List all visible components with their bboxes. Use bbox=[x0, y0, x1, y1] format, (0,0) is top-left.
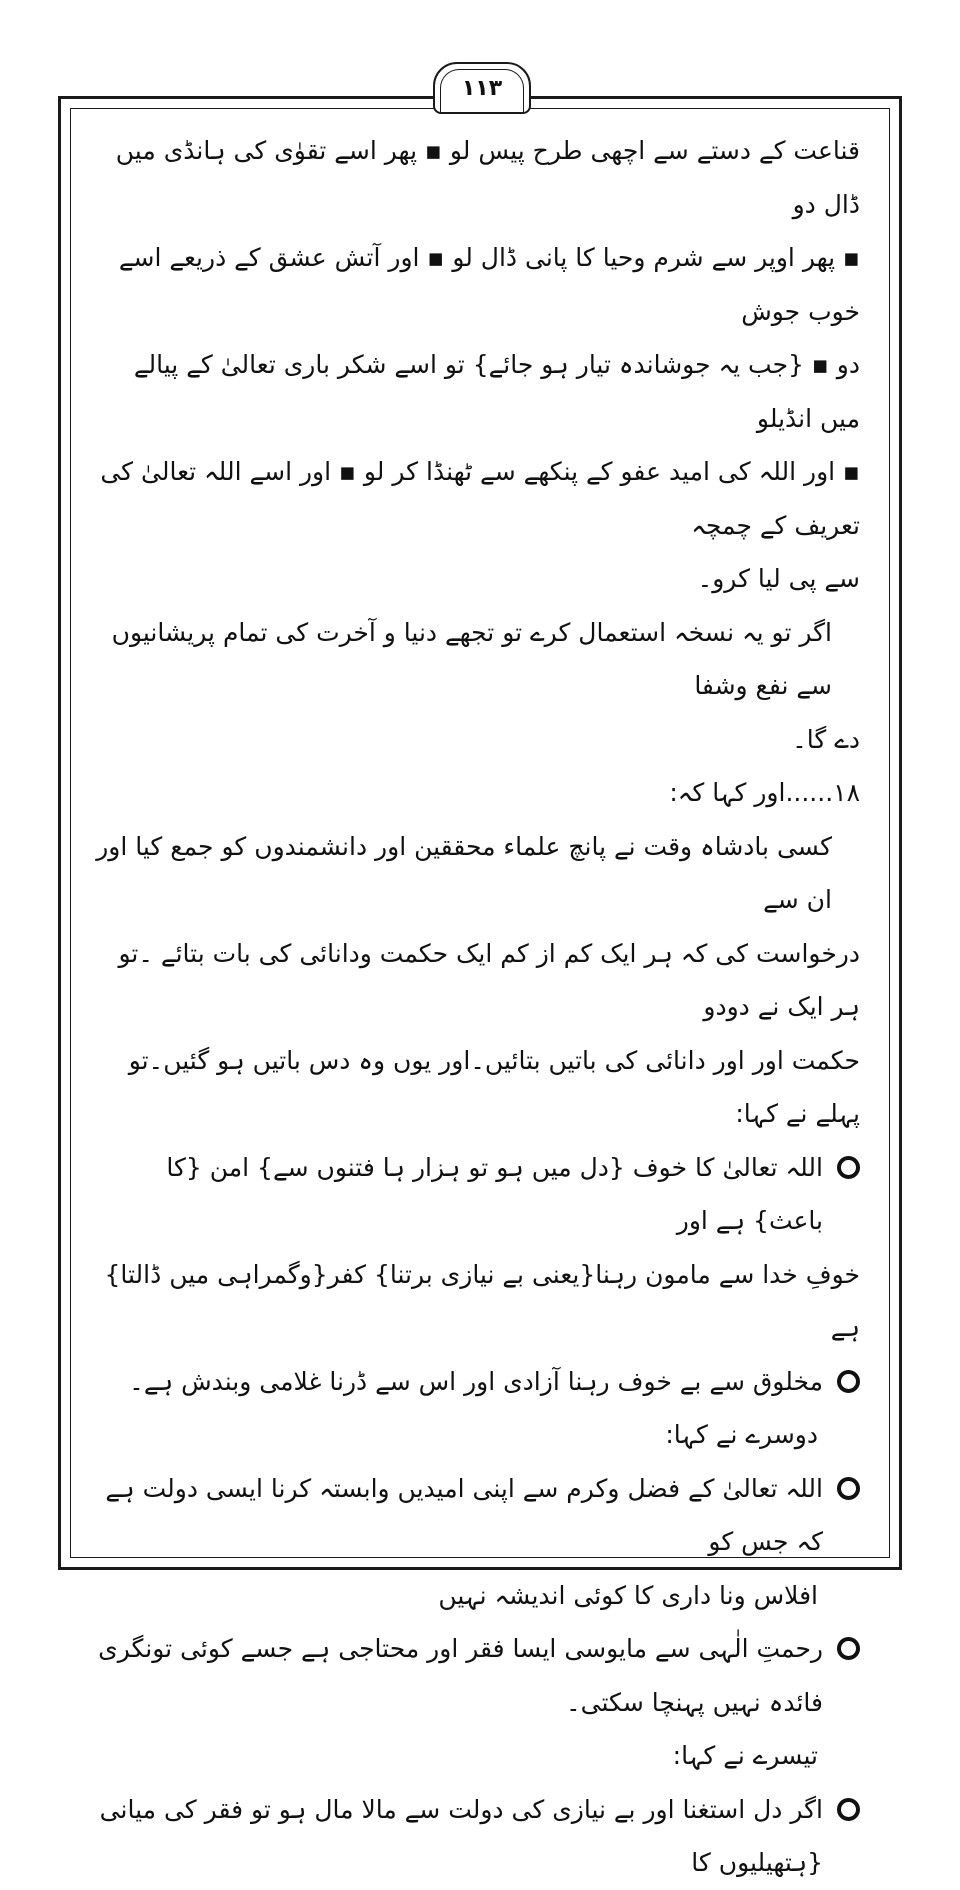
bullet-text: اللہ تعالیٰ کے فضل وکرم سے اپنی امیدیں وابستہ کرنا ایسی دولت ہے کہ جس کو bbox=[105, 1473, 823, 1556]
text-line: خوفِ خدا سے مامون رہنا{یعنی بے نیازی برتنا} کفر{وگمراہی میں ڈالتا} ہے bbox=[104, 1259, 860, 1342]
speaker-label: تیسرے نے کہا: bbox=[672, 1741, 818, 1770]
text-line: ▪ اور اللہ کی امید عفو کے پنکھے سے ٹھنڈا کر لو ▪ اور اسے اللہ تعالیٰ کی تعریف کے چمچہ bbox=[100, 457, 860, 540]
ring-bullet-icon bbox=[837, 1798, 860, 1821]
list-number: ۱۸......اور کہا کہ: bbox=[669, 778, 860, 807]
text-line: سے پی لیا کرو۔ bbox=[697, 564, 860, 593]
text-line: قناعت کے دستے سے اچھی طرح پیس لو ▪ پھر اسے تقوٰی کی ہانڈی میں ڈال دو bbox=[115, 136, 860, 219]
bullet-item bbox=[92, 1462, 860, 1569]
bullet-text: رحمتِ الٰہی سے مایوسی ایسا فقر اور محتاجی ہے جسے کوئی تونگری فائدہ نہیں پہنچا سکتی۔ bbox=[98, 1634, 823, 1717]
text-line: ▪ پھر اوپر سے شرم وحیا کا پانی ڈال لو ▪ اور آتش عشق کے ذریعے اسے خوب جوش bbox=[118, 243, 860, 326]
bullet-item bbox=[92, 1622, 860, 1729]
page-number: ۱۱۳ bbox=[461, 75, 503, 101]
ring-bullet-icon bbox=[837, 1156, 860, 1179]
ring-bullet-icon bbox=[837, 1477, 860, 1500]
text-line: کسی بادشاہ وقت نے پانچ علماء محققین اور دانشمندوں کو جمع کیا اور ان سے bbox=[96, 831, 832, 914]
badge-inner-outline bbox=[440, 69, 524, 112]
text-line: افلاس ونا داری کا کوئی اندیشہ نہیں bbox=[438, 1580, 818, 1610]
speaker-label: دوسرے نے کہا: bbox=[665, 1420, 818, 1449]
bullet-text: اگر دل استغنا اور بے نیازی کی دولت سے مالا مال ہو تو فقر کی میانی {ہتھیلیوں کا bbox=[99, 1794, 823, 1877]
text-line: درخواست کی کہ ہر ایک کم از کم ایک حکمت ودانائی کی بات بتائے ۔تو ہر ایک نے دودو bbox=[118, 938, 860, 1021]
text-line: دے گا۔ bbox=[792, 724, 860, 754]
page-number-badge bbox=[433, 62, 531, 114]
bullet-text: مخلوق سے بے خوف رہنا آزادی اور اس سے ڈرنا غلامی وبندش ہے۔ bbox=[129, 1366, 823, 1396]
ring-bullet-icon bbox=[837, 1370, 860, 1393]
text-line: دو ▪ {جب یہ جوشاندہ تیار ہو جائے} تو اسے شکر باری تعالیٰ کے پیالے میں انڈیلو bbox=[133, 350, 860, 433]
text-line: حکمت اور اور دانائی کی باتیں بتائیں۔اور یوں وہ دس باتیں ہو گئیں۔تو پہلے نے کہا: bbox=[128, 1045, 860, 1128]
bullet-item bbox=[92, 1141, 860, 1248]
bullet-item bbox=[92, 1355, 860, 1409]
text-line: اگر تو یہ نسخہ استعمال کرے تو تجھے دنیا و آخرت کی تمام پریشانیوں سے نفع وشفا bbox=[111, 617, 832, 700]
bullet-item bbox=[92, 1783, 860, 1890]
ring-bullet-icon bbox=[837, 1637, 860, 1660]
bullet-text: اللہ تعالیٰ کا خوف {دل میں ہو تو ہزار ہا فتنوں سے} امن {کا باعث} ہے اور bbox=[166, 1152, 823, 1235]
page-content bbox=[92, 124, 860, 1890]
